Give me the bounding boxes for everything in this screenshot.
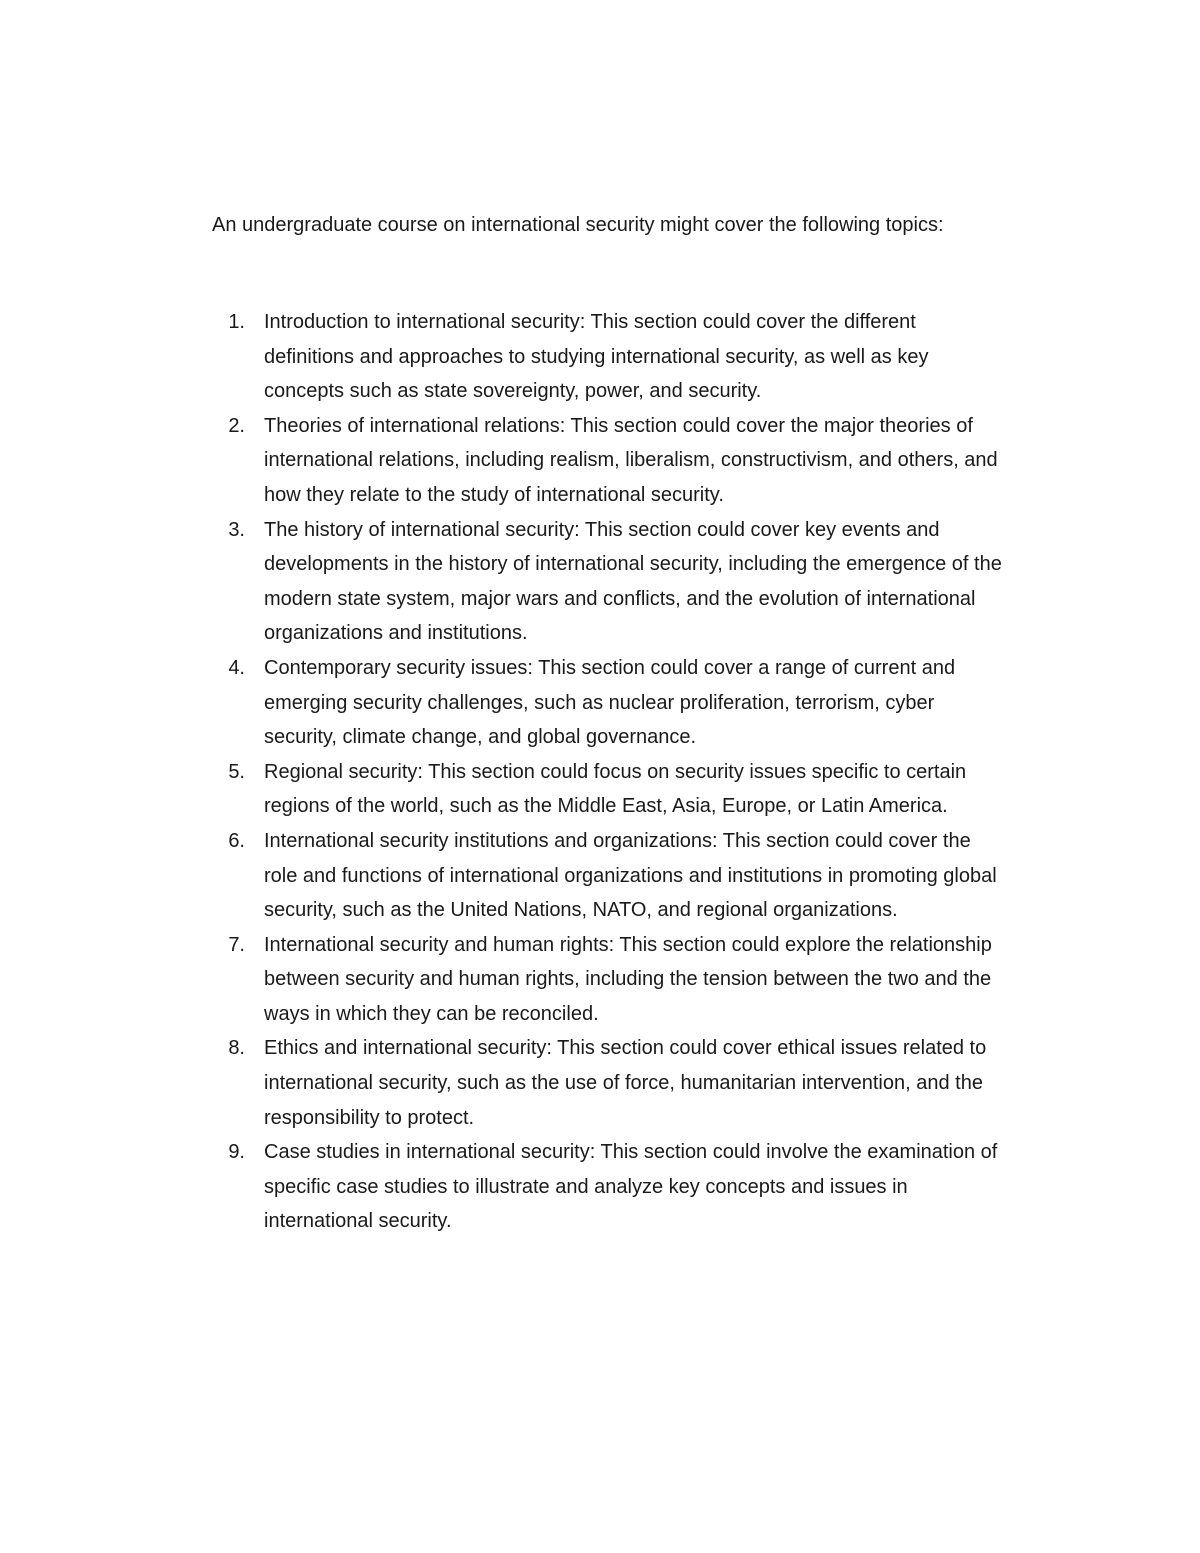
topic-text: Introduction to international security: This section could cover the different definitions and approaches to studying international security, as well as key concepts such as state sovereignty, power, and security.: [264, 311, 929, 403]
topic-number: 4.: [228, 656, 245, 679]
topic-text: Regional security: This section could focus on security issues specific to certain regions of the world, such as the Middle East, Asia, Europe, or Latin America.: [264, 760, 967, 818]
topic-text: International security and human rights: This section could explore the relationship between security and human rights, including the tension between the two and the ways in which they can be reconciled.: [264, 933, 992, 1025]
topic-number: 9.: [228, 1141, 245, 1164]
topic-text: The history of international security: This section could cover key events and developments in the history of international security, including the emergence of the modern state system, major wars and conflicts, and the evolution of international organizations and institutions.: [264, 518, 1002, 645]
topic-item: [212, 651, 1002, 755]
topic-item: [212, 513, 1002, 651]
topic-item: [212, 305, 1002, 409]
topic-number: 6.: [228, 829, 245, 852]
topic-item: [212, 409, 1002, 513]
topic-number: 3.: [228, 518, 245, 541]
topic-number: 7.: [228, 933, 245, 956]
topic-item: [212, 755, 1002, 824]
topic-list: [212, 305, 1002, 1239]
topic-item: [212, 1135, 1002, 1239]
topic-item: [212, 928, 1002, 1032]
topic-text: Theories of international relations: This section could cover the major theories of international relations, including realism, liberalism, constructivism, and others, and how they relate to the study of international security.: [264, 414, 998, 506]
topic-number: 2.: [228, 414, 245, 437]
topic-text: International security institutions and organizations: This section could cover the role and functions of international organizations and institutions in promoting global security, such as the United Nations, NATO, and regional organizations.: [264, 829, 997, 922]
topic-number: 1.: [228, 311, 245, 333]
topic-number: 5.: [228, 760, 245, 783]
topic-text: Case studies in international security: This section could involve the examination of specific case studies to illustrate and analyze key concepts and issues in international security.: [264, 1141, 998, 1233]
topic-text: Ethics and international security: This section could cover ethical issues related to international security, such as the use of force, humanitarian intervention, and the responsibility to protect.: [264, 1037, 987, 1129]
intro-paragraph: An undergraduate course on international security might cover the following topics:: [212, 214, 944, 236]
topic-item: [212, 1031, 1002, 1135]
topic-text: Contemporary security issues: This section could cover a range of current and emerging security challenges, such as nuclear proliferation, terrorism, cyber security, climate change, and global governance.: [264, 656, 956, 749]
topic-item: [212, 824, 1002, 928]
topic-number: 8.: [228, 1037, 245, 1060]
